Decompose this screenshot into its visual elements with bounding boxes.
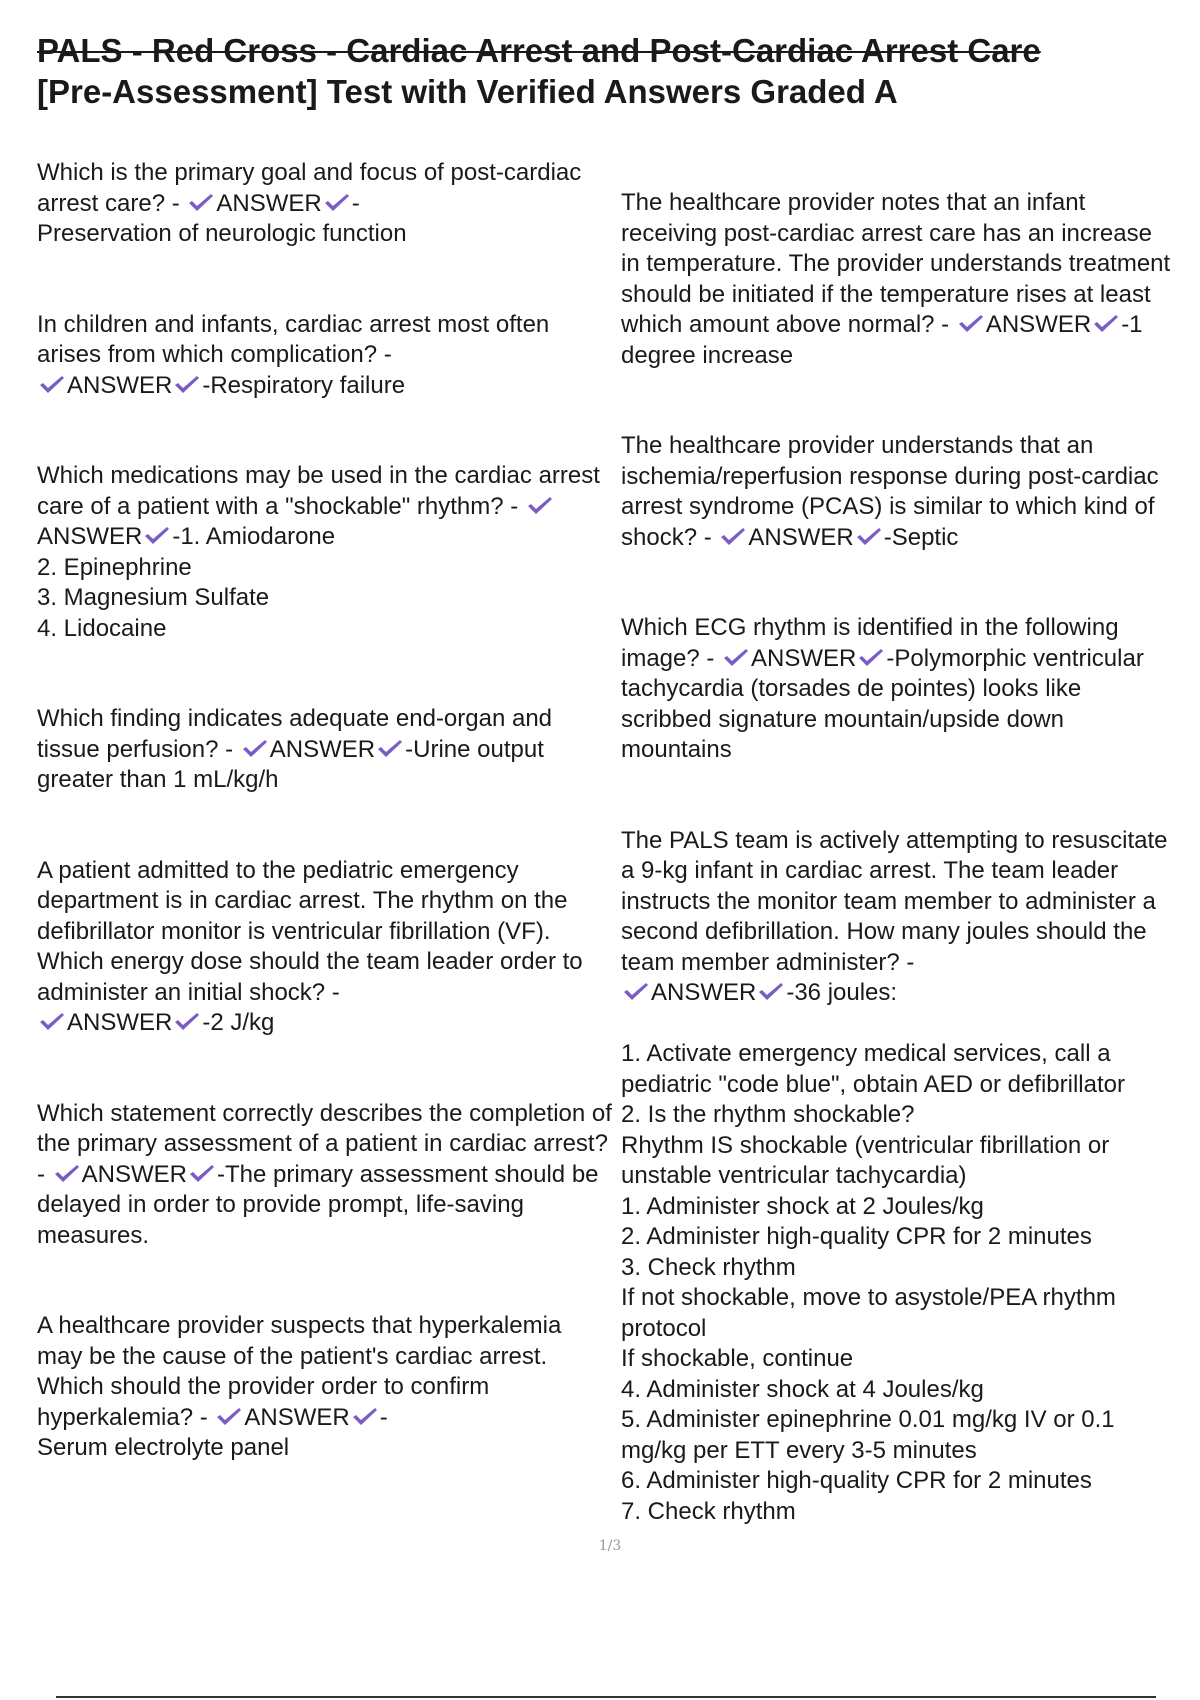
checkmark-icon — [38, 1011, 66, 1033]
checkmark-icon — [757, 981, 785, 1003]
question-text: Which medications may be used in the cardiac arrest care of a patient with a "shockable" rhythm? - — [37, 462, 600, 520]
answer-text: -Septic — [883, 523, 959, 551]
answer-text: -1 degree increase — [621, 311, 1143, 369]
answer-label: ANSWER — [67, 371, 173, 399]
question-text: Which finding indicates adequate end-organ and tissue perfusion? - — [37, 705, 553, 763]
question-answer-item — [37, 1099, 612, 1252]
checkmark-icon — [376, 738, 404, 760]
checkmark-icon — [622, 981, 650, 1003]
answer-label: ANSWER — [67, 1009, 173, 1036]
checkmark-icon — [855, 526, 883, 548]
left-column — [37, 158, 612, 1524]
answer-label: ANSWER — [651, 979, 757, 1006]
question-answer-item — [621, 613, 1176, 766]
checkmark-icon — [38, 374, 66, 396]
question-answer-item — [621, 431, 1176, 553]
checkmark-icon — [173, 374, 201, 396]
answer-text: - Preservation of neurologic function — [37, 189, 407, 247]
checkmark-icon — [351, 1406, 379, 1428]
title-line-1: PALS - Red Cross - Cardiac Arrest and Post-Cardiac Arrest Care — [37, 32, 1041, 69]
checkmark-icon — [143, 525, 171, 547]
answer-label: ANSWER — [216, 189, 322, 217]
answer-text: -Polymorphic ventricular tachycardia (torsades de pointes) looks like scribbed signature mountain/upside down mountains — [621, 644, 1144, 763]
answer-label: ANSWER — [748, 523, 854, 551]
question-answer-item — [37, 704, 612, 796]
checkmark-icon — [857, 647, 885, 669]
answer-label: ANSWER — [81, 1160, 188, 1188]
checkmark-icon — [957, 313, 985, 335]
question-answer-item — [37, 461, 612, 644]
question-text: The PALS team is actively attempting to resuscitate a 9-kg infant in cardiac arrest. The team leader instructs the monitor team member to administer a second defibrillation. How many joules should the team member administer? - — [621, 826, 1168, 976]
question-text: Which statement correctly describes the completion of the primary assessment of a patient in cardiac arrest? - — [37, 1099, 612, 1188]
title-line-2: [Pre-Assessment] Test with Verified Answers Graded A — [37, 73, 898, 110]
footer-divider — [56, 1696, 1156, 1698]
answer-text: -The primary assessment should be delayed in order to provide prompt, life-saving measures. — [37, 1160, 599, 1249]
question-text: A patient admitted to the pediatric emergency department is in cardiac arrest. The rhythm on the defibrillator monitor is ventricular fibrillation (VF). Which energy dose should the team leader order to administer an initial shock? - — [37, 856, 583, 1006]
question-answer-item — [621, 188, 1176, 371]
page-number: 1/3 — [598, 1538, 622, 1554]
checkmark-icon — [241, 738, 269, 760]
question-text: The healthcare provider understands that an ischemia/reperfusion response during post-cardiac arrest syndrome (PCAS) is similar to which kind of shock? - — [621, 432, 1159, 551]
checkmark-icon — [53, 1163, 81, 1185]
answer-label: ANSWER — [244, 1403, 350, 1431]
right-column — [621, 188, 1176, 1587]
question-text: Which is the primary goal and focus of post-cardiac arrest care? - — [37, 159, 582, 217]
checkmark-icon — [722, 647, 750, 669]
question-text: Which ECG rhythm is identified in the following image? - — [621, 614, 1119, 672]
checkmark-icon — [188, 1163, 216, 1185]
question-answer-item — [37, 310, 612, 402]
question-text: The healthcare provider notes that an infant receiving post-cardiac arrest care has an increase in temperature. The provider understands treatment should be initiated if the temperature rises at least which amount above normal? - — [621, 189, 1171, 338]
answer-label: ANSWER — [269, 735, 376, 763]
answer-text: -2 J/kg — [202, 1009, 275, 1036]
question-answer-item — [37, 1311, 612, 1464]
checkmark-icon — [173, 1011, 201, 1033]
answer-label: ANSWER — [37, 523, 143, 550]
question-text: In children and infants, cardiac arrest most often arises from which complication? - — [37, 310, 550, 368]
answer-text: -1. Amiodarone 2. Epinephrine 3. Magnesium Sulfate 4. Lidocaine — [37, 523, 336, 642]
checkmark-icon — [215, 1406, 243, 1428]
checkmark-icon — [187, 192, 215, 214]
checkmark-icon — [1092, 313, 1120, 335]
question-answer-item — [37, 158, 612, 250]
checkmark-icon — [323, 192, 351, 214]
answer-text: -Urine output greater than 1 mL/kg/h — [37, 735, 544, 793]
answer-text: -Respiratory failure — [202, 371, 406, 399]
checkmark-icon — [719, 526, 747, 548]
answer-text: -36 joules: 1. Activate emergency medical services, call a pediatric "code blue", obtain AED or defibrillator 2. Is the rhythm shockable? Rhythm IS shockable (ventricular fibrillation or unstable ventricular tachycardia) 1. Administer shock at 2 Joules/kg 2. Administer high-quality CPR for 2 minutes 3. Check rhythm If not shockable, move to asystole/PEA rhythm protocol If shockable, continue 4. Administer shock at 4 Joules/kg 5. Administer epinephrine 0.01 mg/kg IV or 0.1 mg/kg per ETT every 3-5 minutes 6. Administer high-quality CPR for 2 minutes 7. Check rhythm — [621, 979, 1125, 1525]
answer-label: ANSWER — [751, 644, 857, 672]
question-answer-item — [37, 856, 612, 1039]
question-answer-item — [621, 826, 1176, 1528]
answer-text: - Serum electrolyte panel — [37, 1403, 388, 1461]
question-text: A healthcare provider suspects that hyperkalemia may be the cause of the patient's cardiac arrest. Which should the provider order to confirm hyperkalemia? - — [37, 1312, 562, 1431]
answer-label: ANSWER — [985, 311, 1092, 338]
document-title — [37, 30, 1167, 112]
checkmark-icon — [526, 495, 554, 517]
